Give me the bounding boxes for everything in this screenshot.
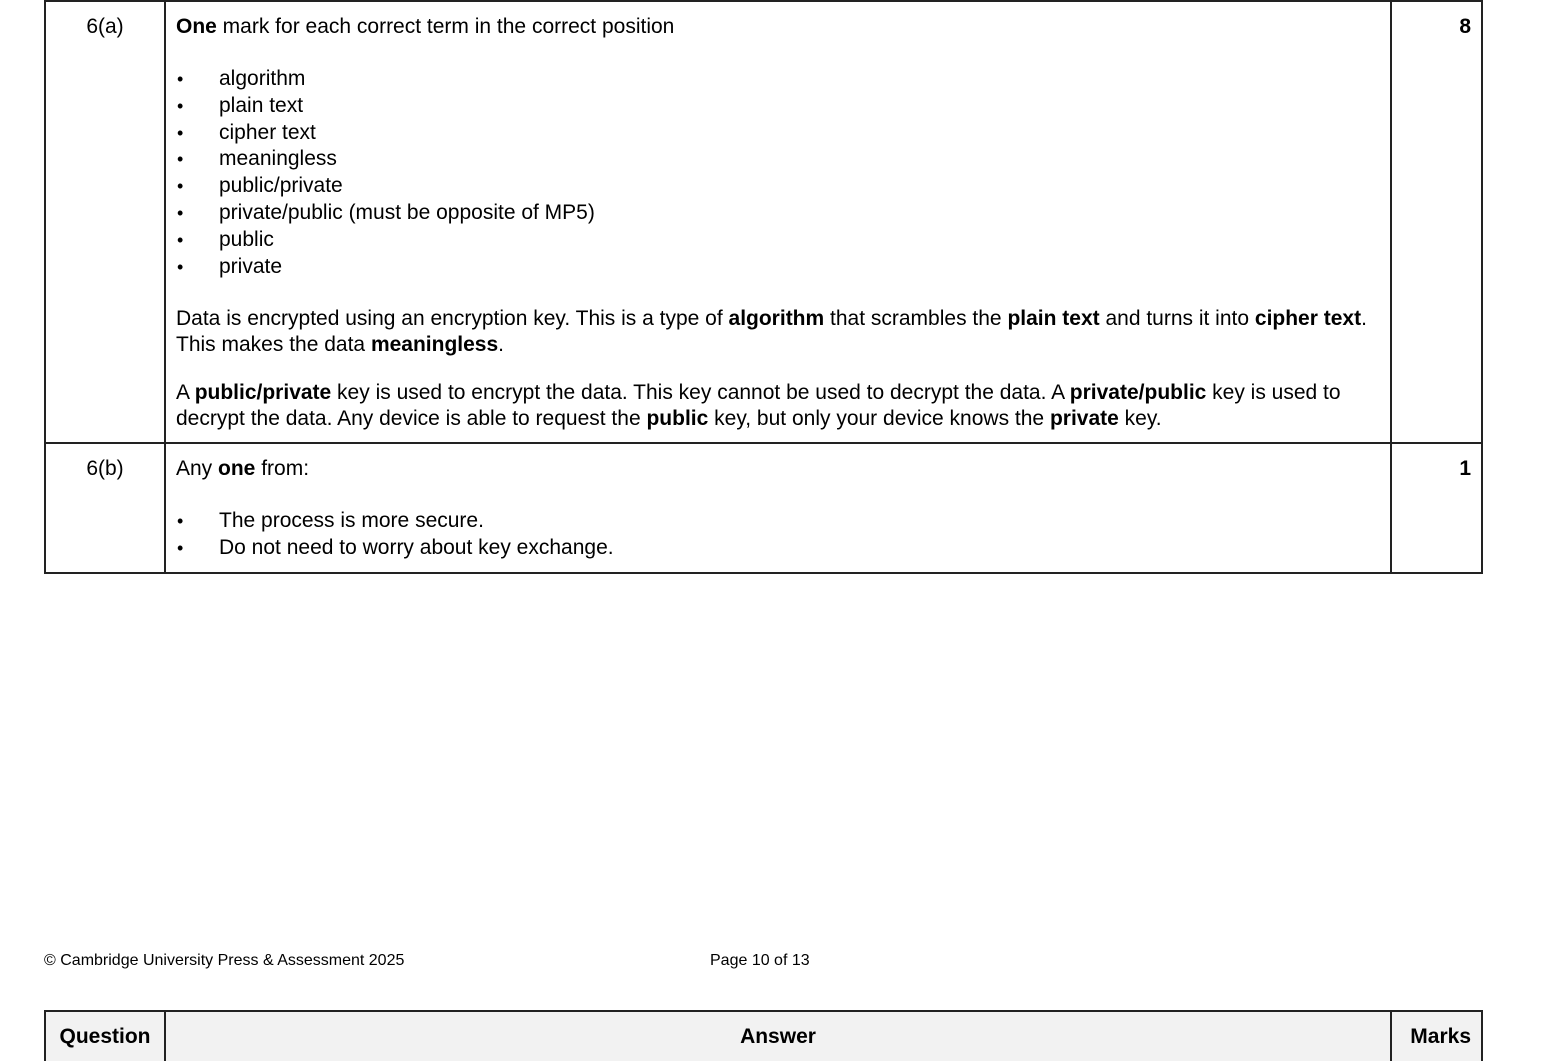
marks-value: 8	[1391, 1, 1482, 443]
list-item: • cipher text	[176, 120, 1382, 147]
footer-copyright: © Cambridge University Press & Assessment 2025	[44, 952, 405, 969]
table-row	[45, 1, 1482, 443]
list-item: • algorithm	[176, 66, 1382, 93]
header-answer: Answer	[165, 1011, 1391, 1061]
list-item: • plain text	[176, 93, 1382, 120]
question-number: 6(b)	[45, 443, 165, 573]
answer-cell	[165, 1, 1391, 443]
mark-scheme-table	[44, 0, 1483, 574]
next-page-table-header	[44, 1010, 1483, 1061]
footer-page-number: Page 10 of 13	[710, 952, 810, 969]
header-marks: Marks	[1391, 1011, 1482, 1061]
list-item: • Do not need to worry about key exchange.	[176, 535, 1382, 562]
list-item: • public	[176, 227, 1382, 254]
answer-intro: Any one from:	[176, 457, 310, 481]
list-item: • private/public (must be opposite of MP5)	[176, 200, 1382, 227]
list-item: • The process is more secure.	[176, 508, 1382, 535]
marks-value: 1	[1391, 443, 1482, 573]
question-number: 6(a)	[45, 1, 165, 443]
header-question: Question	[45, 1011, 165, 1061]
answer-paragraph: A public/private key is used to encrypt the data. This key cannot be used to decrypt the data. A private/public key is used to decrypt the data. Any device is able to request the public key, but only your device knows the private key.	[176, 381, 1341, 431]
list-item: • meaningless	[176, 146, 1382, 173]
header-row	[45, 1011, 1482, 1061]
answer-intro: One mark for each correct term in the correct position	[176, 15, 675, 38]
list-item: • public/private	[176, 173, 1382, 200]
bullet-list	[176, 508, 1382, 562]
list-item: • private	[176, 254, 1382, 281]
answer-paragraph: Data is encrypted using an encryption key. This is a type of algorithm that scrambles the plain text and turns it into cipher text. This makes the data meaningless.	[176, 307, 1367, 357]
table-row	[45, 443, 1482, 573]
answer-cell	[165, 443, 1391, 573]
bullet-list	[176, 66, 1382, 280]
